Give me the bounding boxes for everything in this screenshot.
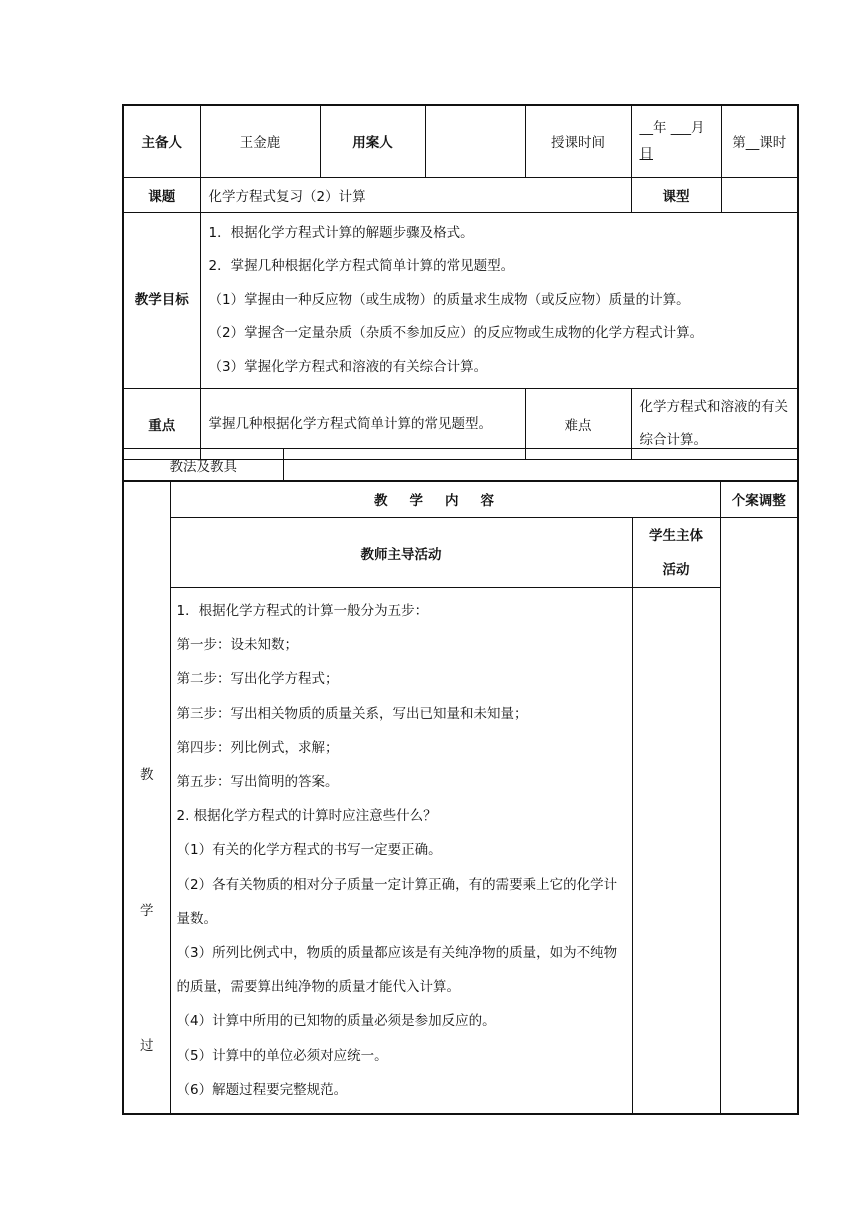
- teacher-header: 教师主导活动: [170, 518, 632, 588]
- period-text: 第__课时: [721, 105, 798, 177]
- process-line: （4）计算中所用的已知物的质量必须是参加反应的。: [176, 1013, 496, 1030]
- difficulty-value: 化学方程式和溶液的有关综合计算。: [631, 389, 798, 460]
- key-point-value: 掌握几种根据化学方程式简单计算的常见题型。: [200, 389, 525, 460]
- process-line: （5）计算中的单位必须对应统一。: [176, 1047, 388, 1064]
- lead-name: 王金鹿: [200, 105, 320, 177]
- process-side-label: [123, 481, 170, 1115]
- process-line: （3）所列比例式中，物质的质量都应该是有关纯净物的质量，如为不纯物的质量，需要算出纯净物的质量才能代入计算。: [176, 945, 618, 996]
- content-header: 教学内容: [170, 481, 720, 518]
- objective-item: 2．掌握几种根据化学方程式简单计算的常见题型。: [208, 258, 515, 274]
- type-label: 课型: [631, 177, 721, 212]
- side-char: 学: [140, 903, 154, 919]
- time-label: 授课时间: [525, 105, 631, 177]
- methods-table: [122, 448, 799, 482]
- teacher-activity-content: [170, 588, 632, 1115]
- lesson-info-table: [122, 104, 799, 460]
- process-line: （2）各有关物质的相对分子质量一定计算正确，有的需要乘上它的化学计量数。: [176, 876, 618, 927]
- objective-item: 1．根据化学方程式计算的解题步骤及格式。: [208, 224, 474, 241]
- objective-item: （2）掌握含一定量杂质（杂质不参加反应）的反应物或生成物的化学方程式计算。: [208, 325, 704, 341]
- adjust-column: [720, 518, 798, 1115]
- methods-label: 教法及教具: [123, 449, 283, 482]
- objectives-list: [200, 212, 798, 389]
- topic-label: 课题: [123, 177, 200, 212]
- process-line: 第一步：设未知数；: [176, 637, 298, 654]
- process-line: 第二步：写出化学方程式；: [176, 671, 339, 688]
- student-header: 学生主体活动: [632, 518, 720, 588]
- process-line: 第三步：写出相关物质的质量关系，写出已知量和未知量；: [176, 705, 528, 722]
- user-label: 用案人: [320, 105, 425, 177]
- adjust-header: 个案调整: [720, 481, 798, 518]
- process-line: （1）有关的化学方程式的书写一定要正确。: [176, 842, 442, 859]
- process-line: 1．根据化学方程式的计算一般分为五步：: [176, 603, 429, 619]
- process-line: 第四步：列比例式，求解；: [176, 739, 339, 756]
- date-cell: [631, 105, 721, 177]
- key-point-label: 重点: [123, 389, 200, 460]
- lead-label: 主备人: [123, 105, 200, 177]
- process-line: （6）解题过程要完整规范。: [176, 1081, 348, 1098]
- methods-value: [283, 449, 798, 482]
- process-line: 第五步：写出简明的答案。: [176, 774, 339, 791]
- objectives-label: 教学目标: [123, 212, 200, 389]
- difficulty-label: 难点: [525, 389, 631, 460]
- objective-item: （1）掌握由一种反应物（或生成物）的质量求生成物（或反应物）质量的计算。: [208, 291, 690, 308]
- student-activity-content: [632, 588, 720, 1115]
- teaching-process-table: [122, 480, 799, 1115]
- side-char: 过: [140, 1038, 154, 1054]
- process-line: 2. 根据化学方程式的计算时应注意些什么？: [176, 808, 437, 825]
- user-name: [425, 105, 525, 177]
- type-value: [721, 177, 798, 212]
- date-line-1: __年 ___月: [639, 120, 705, 137]
- side-char: 教: [140, 767, 154, 783]
- objective-item: （3）掌握化学方程式和溶液的有关综合计算。: [208, 358, 488, 375]
- date-line-2: 日: [639, 146, 653, 163]
- topic-value: 化学方程式复习（2）计算: [200, 177, 631, 212]
